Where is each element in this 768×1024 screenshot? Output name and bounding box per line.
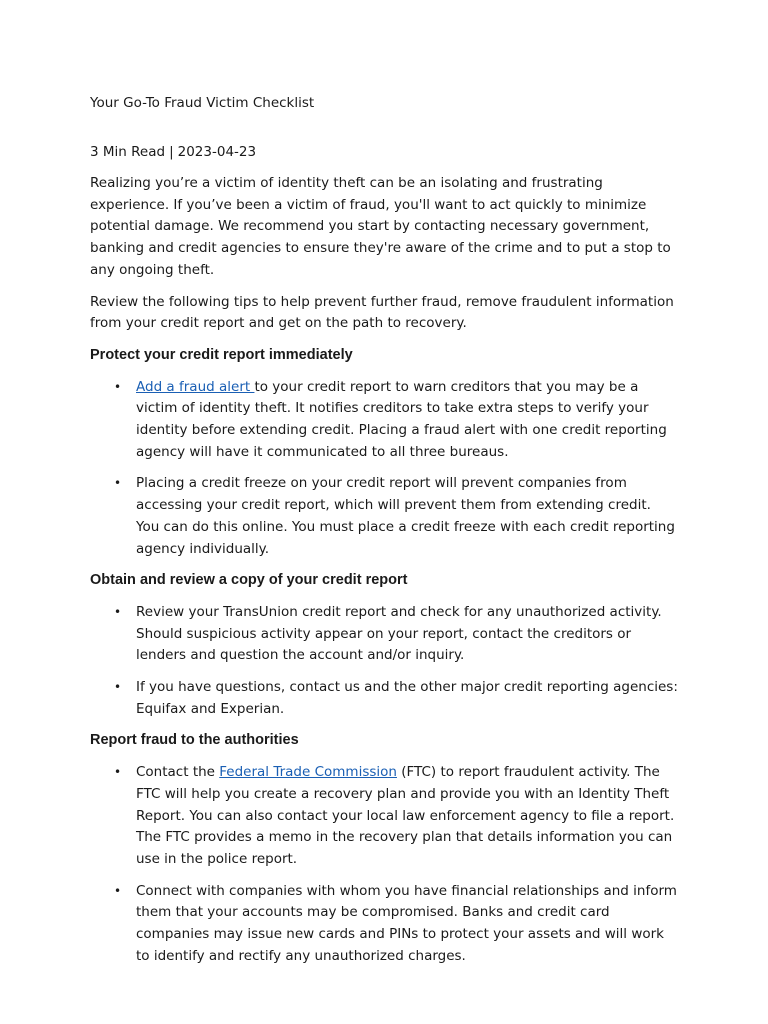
bullet-list: [90, 602, 678, 721]
page-title: Your Go-To Fraud Victim Checklist: [90, 95, 315, 111]
list-item-text: Placing a credit freeze on your credit report will prevent companies from accessing your credit report, which will prevent them from extending credit. You can do this online. You must place a credit freeze with each credit reporting agency individually.: [136, 475, 675, 557]
article-meta: [90, 143, 678, 161]
list-item: [114, 473, 678, 560]
fraud-alert-link[interactable]: Add a fraud alert: [136, 378, 255, 395]
section-heading: Protect your credit report immediately: [90, 346, 353, 363]
read-time: 3 Min Read: [90, 144, 166, 160]
list-item: [114, 762, 678, 871]
intro-paragraph: Review the following tips to help prevent further fraud, remove fraudulent information from your credit report and get on the path to recovery.: [90, 293, 674, 332]
list-item-text: Review your TransUnion credit report and check for any unauthorized activity. Should suspicious activity appear on your report, contact the creditors or lenders and question the account and/or inquiry.: [136, 603, 662, 664]
section-heading: Obtain and review a copy of your credit report: [90, 572, 408, 589]
list-item-text: (FTC) to report fraudulent activity. The FTC will help you create a recovery plan and provide you with an Identity Theft Report. You can also contact your local law enforcement agency to file a report. The FTC provides a memo in the recovery plan that details information you can use in the police report.: [136, 764, 675, 867]
list-item: [114, 881, 678, 968]
list-item: [114, 677, 678, 720]
ftc-link[interactable]: Federal Trade Commission: [219, 764, 397, 781]
list-item: [114, 377, 678, 464]
bullet-icon: •: [114, 883, 122, 898]
bullet-icon: •: [114, 765, 122, 780]
list-item: [114, 602, 678, 667]
bullet-list: [90, 377, 678, 561]
list-item-text: Connect with companies with whom you have financial relationships and inform them that your accounts may be compromised. Banks and credit card companies may issue new cards and PINs to protect your assets and will work to identify and rectify any unauthorized charges.: [136, 882, 677, 964]
bullet-list: [90, 762, 678, 967]
list-item-text: If you have questions, contact us and the other major credit reporting agencies: Equifax and Experian.: [136, 679, 678, 717]
bullet-icon: •: [114, 379, 122, 394]
list-item-prefix: Contact the: [136, 764, 220, 781]
publish-date: 2023-04-23: [177, 144, 257, 160]
bullet-icon: •: [114, 604, 122, 619]
meta-separator: |: [169, 144, 174, 160]
list-item-text: to your credit report to warn creditors that you may be a victim of identity theft. It notifies creditors to take extra steps to verify your identity before extending credit. Placing a fraud alert with one credit reporting agency will have it communicated to all three bureaus.: [136, 378, 667, 460]
section-heading: Report fraud to the authorities: [90, 732, 299, 749]
bullet-icon: •: [114, 680, 122, 695]
bullet-icon: •: [114, 476, 122, 491]
intro-paragraph: Realizing you’re a victim of identity theft can be an isolating and frustrating experience. If you’ve been a victim of fraud, you'll want to act quickly to minimize potential damage. We recommend you start by contacting necessary government, banking and credit agencies to ensure they're aware of the crime and to put a stop to any ongoing theft.: [90, 175, 671, 278]
